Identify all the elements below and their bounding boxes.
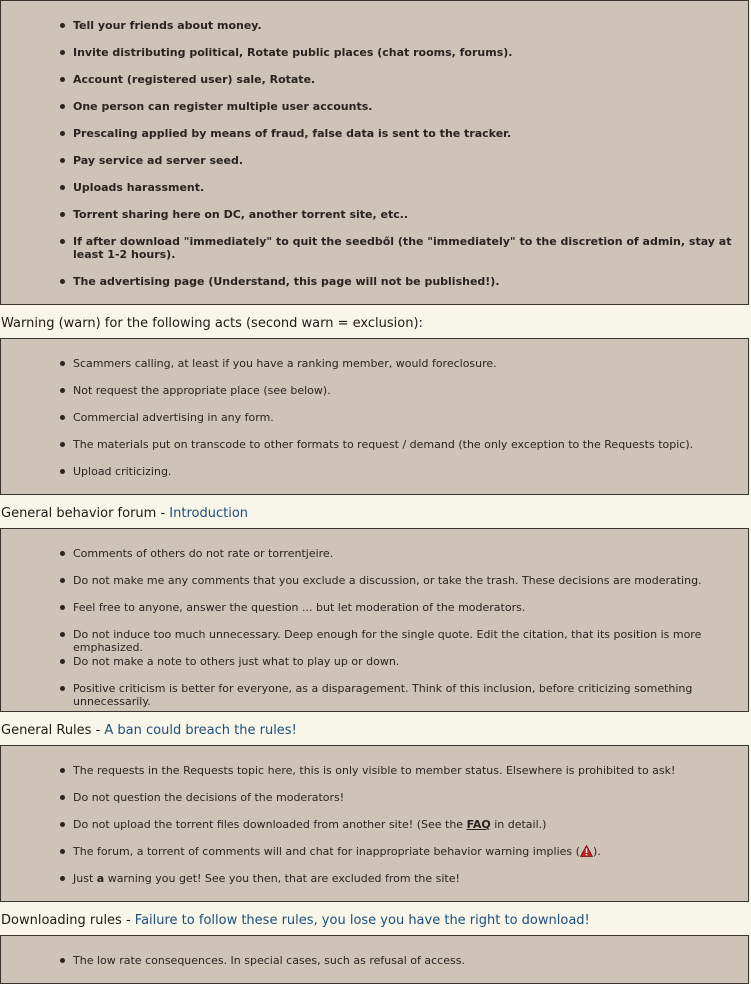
warning-icon: [580, 845, 593, 860]
list-item: Torrent sharing here on DC, another torrent site, etc..: [73, 208, 734, 221]
list-item: One person can register multiple user accounts.: [73, 100, 734, 113]
faq-link[interactable]: FAQ: [466, 818, 491, 831]
bullet-icon: [60, 77, 65, 82]
list-item: Do not make a note to others just what to play up or down.: [73, 655, 734, 668]
list-item: Do not induce too much unnecessary. Deep enough for the single quote. Edit the citation, that its position is more emphasized.: [73, 628, 734, 654]
warn-acts-box: [0, 338, 749, 495]
bullet-icon: [60, 131, 65, 136]
bullet-icon: [60, 469, 65, 474]
list-item: Commercial advertising in any form.: [73, 411, 734, 424]
bullet-icon: [60, 632, 65, 637]
bullet-icon: [60, 23, 65, 28]
list-item: Pay service ad server seed.: [73, 154, 734, 167]
list-item: Just a warning you get! See you then, that are excluded from the site!: [73, 872, 734, 885]
bullet-icon: [60, 876, 65, 881]
bullet-icon: [60, 239, 65, 244]
list-item: Upload criticizing.: [73, 465, 734, 478]
bullet-icon: [60, 822, 65, 827]
downloading-rules-heading-accent: Failure to follow these rules, you lose you have the right to download!: [134, 913, 590, 928]
list-item: The forum, a torrent of comments will and chat for inappropriate behavior warning implies ( ).: [73, 845, 734, 860]
bullet-icon: [60, 659, 65, 664]
general-rules-box: [0, 745, 749, 902]
bullet-icon: [60, 768, 65, 773]
bullet-icon: [60, 442, 65, 447]
list-item: The requests in the Requests topic here, this is only visible to member status. Elsewhere is prohibited to ask!: [73, 764, 734, 777]
general-rules-heading-accent: A ban could breach the rules!: [104, 723, 297, 738]
bullet-icon: [60, 578, 65, 583]
list-item: The materials put on transcode to other formats to request / demand (the only exception to the Requests topic).: [73, 438, 734, 451]
list-item: If after download "immediately" to quit the seedből (the "immediately" to the discretion of admin, stay at least 1-2 hours).: [73, 235, 734, 261]
bullet-icon: [60, 104, 65, 109]
bullet-icon: [60, 361, 65, 366]
bullet-icon: [60, 279, 65, 284]
list-item: Do not question the decisions of the moderators!: [73, 791, 734, 804]
list-item: Scammers calling, at least if you have a ranking member, would foreclosure.: [73, 357, 734, 370]
list-item: Tell your friends about money.: [73, 19, 734, 32]
list-item: Positive criticism is better for everyone, as a disparagement. Think of this inclusion, before criticizing something unnecessarily.: [73, 682, 734, 708]
list-item: Prescaling applied by means of fraud, false data is sent to the tracker.: [73, 127, 734, 140]
list-item: The low rate consequences. In special cases, such as refusal of access.: [73, 954, 734, 967]
behavior-section-heading: General behavior forum - Introduction: [1, 506, 249, 521]
bullet-icon: [60, 50, 65, 55]
downloading-rules-heading: Downloading rules - Failure to follow these rules, you lose you have the right to download!: [1, 913, 590, 928]
behavior-heading-accent: Introduction: [169, 506, 249, 521]
list-item: Invite distributing political, Rotate public places (chat rooms, forums).: [73, 46, 734, 59]
bullet-icon: [60, 605, 65, 610]
bullet-icon: [60, 158, 65, 163]
list-item: Comments of others do not rate or torrentjeire.: [73, 547, 734, 560]
behavior-rules-box: [0, 528, 749, 712]
bullet-icon: [60, 958, 65, 963]
bullet-icon: [60, 415, 65, 420]
list-item: Not request the appropriate place (see below).: [73, 384, 734, 397]
bullet-icon: [60, 185, 65, 190]
bullet-icon: [60, 849, 65, 854]
list-item: Feel free to anyone, answer the question ... but let moderation of the moderators.: [73, 601, 734, 614]
downloading-rules-box: [0, 935, 749, 984]
bullet-icon: [60, 551, 65, 556]
list-item: The advertising page (Understand, this page will not be published!).: [73, 275, 734, 288]
bullet-icon: [60, 686, 65, 691]
prohibited-acts-box: [0, 0, 749, 305]
list-item: Account (registered user) sale, Rotate.: [73, 73, 734, 86]
list-item: Uploads harassment.: [73, 181, 734, 194]
list-item: Do not make me any comments that you exclude a discussion, or take the trash. These decisions are moderating.: [73, 574, 734, 587]
list-item: Do not upload the torrent files downloaded from another site! (See the FAQ in detail.): [73, 818, 734, 831]
bullet-icon: [60, 388, 65, 393]
emphasis-text: a: [96, 872, 105, 885]
general-rules-heading: General Rules - A ban could breach the rules!: [1, 723, 297, 738]
bullet-icon: [60, 795, 65, 800]
warn-section-heading: Warning (warn) for the following acts (second warn = exclusion):: [1, 316, 423, 331]
bullet-icon: [60, 212, 65, 217]
